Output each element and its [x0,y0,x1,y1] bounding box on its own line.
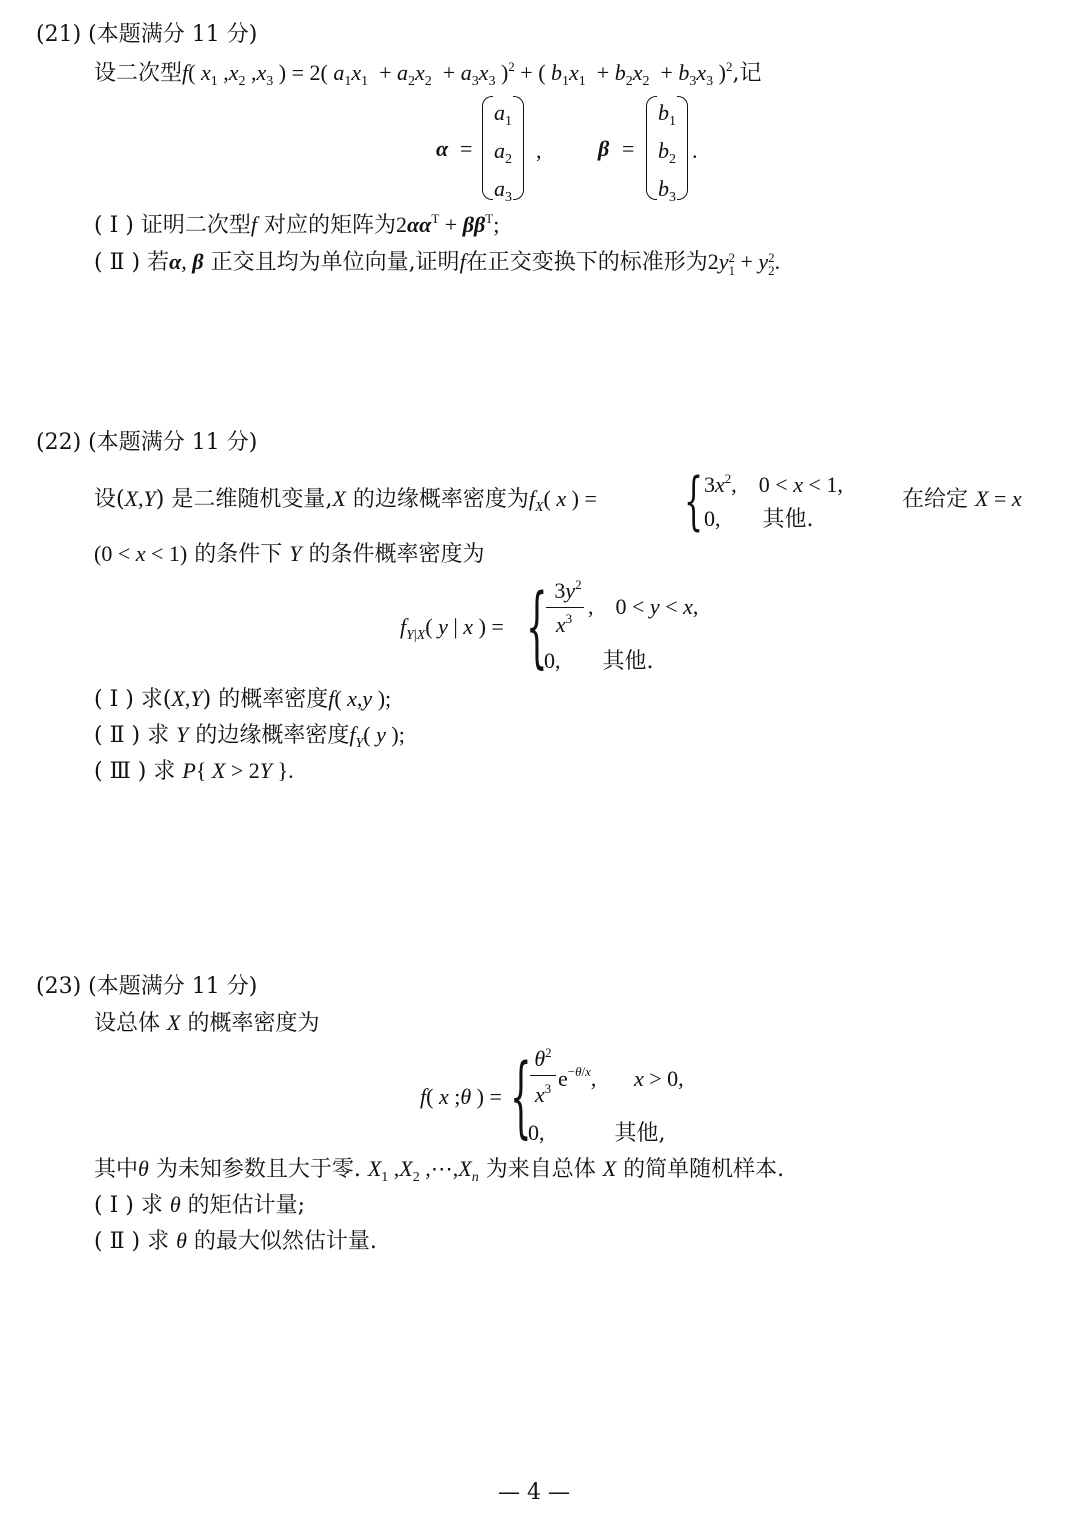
beta-entry-2: b [658,138,669,163]
q21-part1-mid: 对应的矩阵为 [263,213,396,238]
alpha-entry-1: a [494,100,505,125]
q22-part2: ( Ⅱ ) 求 Y 的边缘概率密度$f_Y$( y ); [94,722,405,751]
q22-cond-frac-bar [546,607,584,608]
q22-cond-other: 其他. [602,649,654,674]
q23-part1: ( Ⅰ ) 求 θ 的矩估计量; [94,1192,306,1218]
alpha-comma: , [536,138,542,163]
q22-line1: 设(X,Y) 是二维随机变量,X 的边缘概率密度为$f_X$( x ) = [94,486,597,515]
q22-line1-c: 的边缘概率密度为 [352,487,529,512]
q22-part3-prefix: ( Ⅲ ) 求 [94,759,176,784]
alpha-entry-3: a [494,176,505,201]
q22-part2-prefix: ( Ⅱ ) 求 [94,723,170,748]
q23-line-b: 为未知参数且大于零. [155,1157,361,1182]
alpha-entry-2: a [494,138,505,163]
q22-line1-given: 在给定 X = x [902,486,1022,512]
beta-period: . [692,138,698,163]
q22-given-text: 在给定 [902,487,969,512]
q23-part1-b: 的矩估计量; [187,1193,306,1218]
q22-line2-b: 的条件下 [194,542,283,567]
beta-equals: = [622,136,635,161]
q22-part1-b: ) 的概率密度 [202,687,329,712]
q23-case1-cond: x > 0, [634,1066,684,1091]
q21-intro: 设二次型f( $x_1$ $,x_2$ $,x_3$ ) = 2( $a_1x_1 + a_2x_2 + a_3x_3$ )$^2$ + ( $b_1x_1 + b_2x_2 + b_3x_3$ )$^2$,记 [94,59,762,89]
q22-fx-brace: { [684,466,704,540]
q21-part2-tail: 在正交变换下的标准形为 [465,250,708,276]
q22-fx-case2: 0, 其他. [704,506,814,532]
q21-part2-mid: 正交且均为单位向量,证明 [210,250,460,276]
q23-brace: { [510,1046,532,1150]
beta-entry-1: b [658,100,669,125]
q22-part3: ( Ⅲ ) 求 P{ X > 2Y }. [94,758,294,784]
q23-line-a: 其中 [94,1157,139,1182]
q21-part2-prefix: ( Ⅱ ) 若 [94,250,170,276]
alpha-matrix: $a_1$ $a_2$ $a_3$ [482,96,524,200]
q23-part2-b: 的最大似然估计量. [193,1229,377,1254]
q22-cond-case2: 0, 其他. [544,648,654,674]
q23-other: 其他, [614,1121,666,1146]
q22-cond-case1: , 0 < y < x, [588,594,699,619]
beta-matrix: $b_1$ $b_2$ $b_3$ [646,96,688,200]
q21-part2: ( Ⅱ ) 若α, β 正交且均为单位向量,证明f在正交变换下的标准形为2y2 1 + y2 2. [94,249,781,278]
q22-cond-frac-den: $x^3$ [555,611,573,637]
q22-line2-c: 的条件概率密度为 [308,542,485,567]
q22-fx-case1: $3x^2$, 0 < x < 1, [704,471,843,497]
q21-intro-tail: ,记 [732,61,762,86]
q23-part2: ( Ⅱ ) 求 θ 的最大似然估计量. [94,1228,377,1254]
q22-part2-b: 的边缘概率密度 [195,723,350,748]
q22-cond-brace: { [526,576,548,680]
q21-intro-text: 设二次型 [94,61,183,86]
q23-lhs: f( x ;θ ) = [420,1084,502,1109]
beta-symbol: β [598,136,610,161]
q22-fx-other: 其他. [762,507,814,532]
q21-part1-prefix: ( Ⅰ ) 证明二次型 [94,213,251,238]
q23-intro: 设总体 X 的概率密度为 [94,1010,320,1036]
q23-exp: $e^{-\theta/x}$, [558,1064,597,1091]
page-number: — 4 — [498,1480,570,1505]
q23-part2-prefix: ( Ⅱ ) 求 [94,1229,170,1254]
q22-cond-frac: $3y^2$ [554,577,582,603]
q23-intro-a: 设总体 [94,1011,161,1036]
q23-frac-den: $x^3$ [534,1081,552,1107]
q22-header: (22) (本题满分 11 分) [36,430,258,455]
q22-line2: (0 < x < 1) 的条件下 Y 的条件概率密度为 [94,541,485,567]
q21-part1: ( Ⅰ ) 证明二次型f 对应的矩阵为$2\alpha\alpha^T + \beta\beta^T$; [94,211,500,238]
q21-header: (21) (本题满分 11 分) [36,22,258,47]
q23-frac-num: $\theta^2$ [534,1045,552,1071]
q23-part1-prefix: ( Ⅰ ) 求 [94,1193,163,1218]
q22-cond-lhs: $f_{Y|X}$( y | x ) = [400,614,504,643]
q23-case2: 0, 其他, [528,1120,666,1146]
q23-line-d: 的简单随机样本. [623,1157,785,1182]
alpha-symbol: α [436,136,449,161]
alpha-equals: = [460,136,473,161]
q23-intro-b: 的概率密度为 [187,1011,320,1036]
beta-entry-3: b [658,176,669,201]
q23-header: (23) (本题满分 11 分) [36,974,258,999]
q22-part1-prefix: ( Ⅰ ) 求( [94,687,172,712]
q23-line: 其中θ 为未知参数且大于零. $X_1$ $,X_2$ $,\cdots,X_n$ 为来自总体 X 的简单随机样本. [94,1156,785,1185]
q23-line-c: 为来自总体 [485,1157,596,1182]
q22-line1-a: 设( [94,487,125,512]
q23-frac-bar [530,1075,556,1076]
q22-line1-b: ) 是二维随机变量, [155,487,333,512]
q22-part1: ( Ⅰ ) 求(X,Y) 的概率密度f( x,y ); [94,686,392,712]
